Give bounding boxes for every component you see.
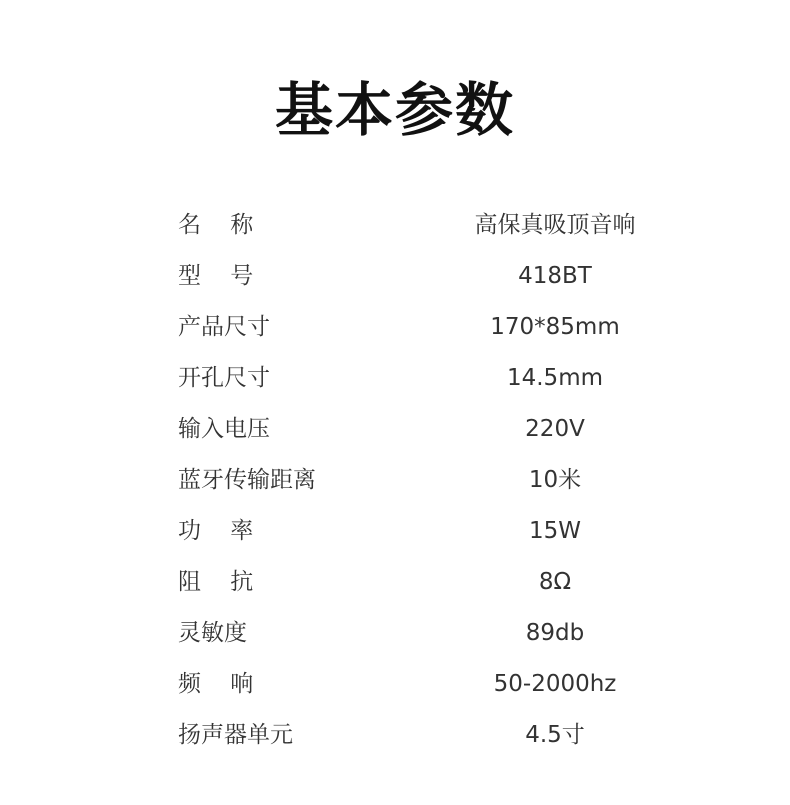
spec-row-speaker-unit [0, 710, 790, 761]
spec-value: 89db [525, 620, 585, 646]
spec-value: 220V [525, 416, 585, 442]
spec-label: 输入电压 [178, 416, 270, 442]
spec-value: 170*85mm [490, 314, 620, 340]
spec-row-name [0, 200, 790, 251]
spec-row-power [0, 506, 790, 557]
spec-value: 8Ω [538, 569, 572, 595]
spec-label: 型 号 [178, 263, 254, 289]
spec-row-input-voltage [0, 404, 790, 455]
spec-row-product-size [0, 302, 790, 353]
spec-label: 开孔尺寸 [178, 365, 270, 391]
spec-label: 功 率 [178, 518, 254, 544]
spec-row-bluetooth-range [0, 455, 790, 506]
spec-row-sensitivity [0, 608, 790, 659]
spec-label: 频 响 [178, 671, 254, 697]
spec-label: 蓝牙传输距离 [178, 467, 316, 493]
spec-value: 418BT [518, 263, 592, 289]
spec-value: 15W [528, 518, 581, 544]
spec-row-model [0, 251, 790, 302]
spec-label: 扬声器单元 [178, 722, 293, 748]
spec-label: 名 称 [178, 212, 254, 238]
spec-row-cutout-size [0, 353, 790, 404]
spec-value: 14.5mm [506, 365, 604, 391]
spec-row-frequency-response [0, 659, 790, 710]
spec-value: 4.5寸 [525, 722, 585, 748]
spec-value: 10米 [528, 467, 582, 493]
spec-value: 高保真吸顶音响 [474, 212, 636, 238]
spec-label: 灵敏度 [178, 620, 247, 646]
spec-label: 阻 抗 [178, 569, 254, 595]
spec-value: 50-2000hz [493, 671, 617, 697]
spec-label: 产品尺寸 [178, 314, 270, 340]
page-title: 基本参数 [274, 76, 515, 144]
spec-table [0, 200, 790, 761]
spec-row-impedance [0, 557, 790, 608]
